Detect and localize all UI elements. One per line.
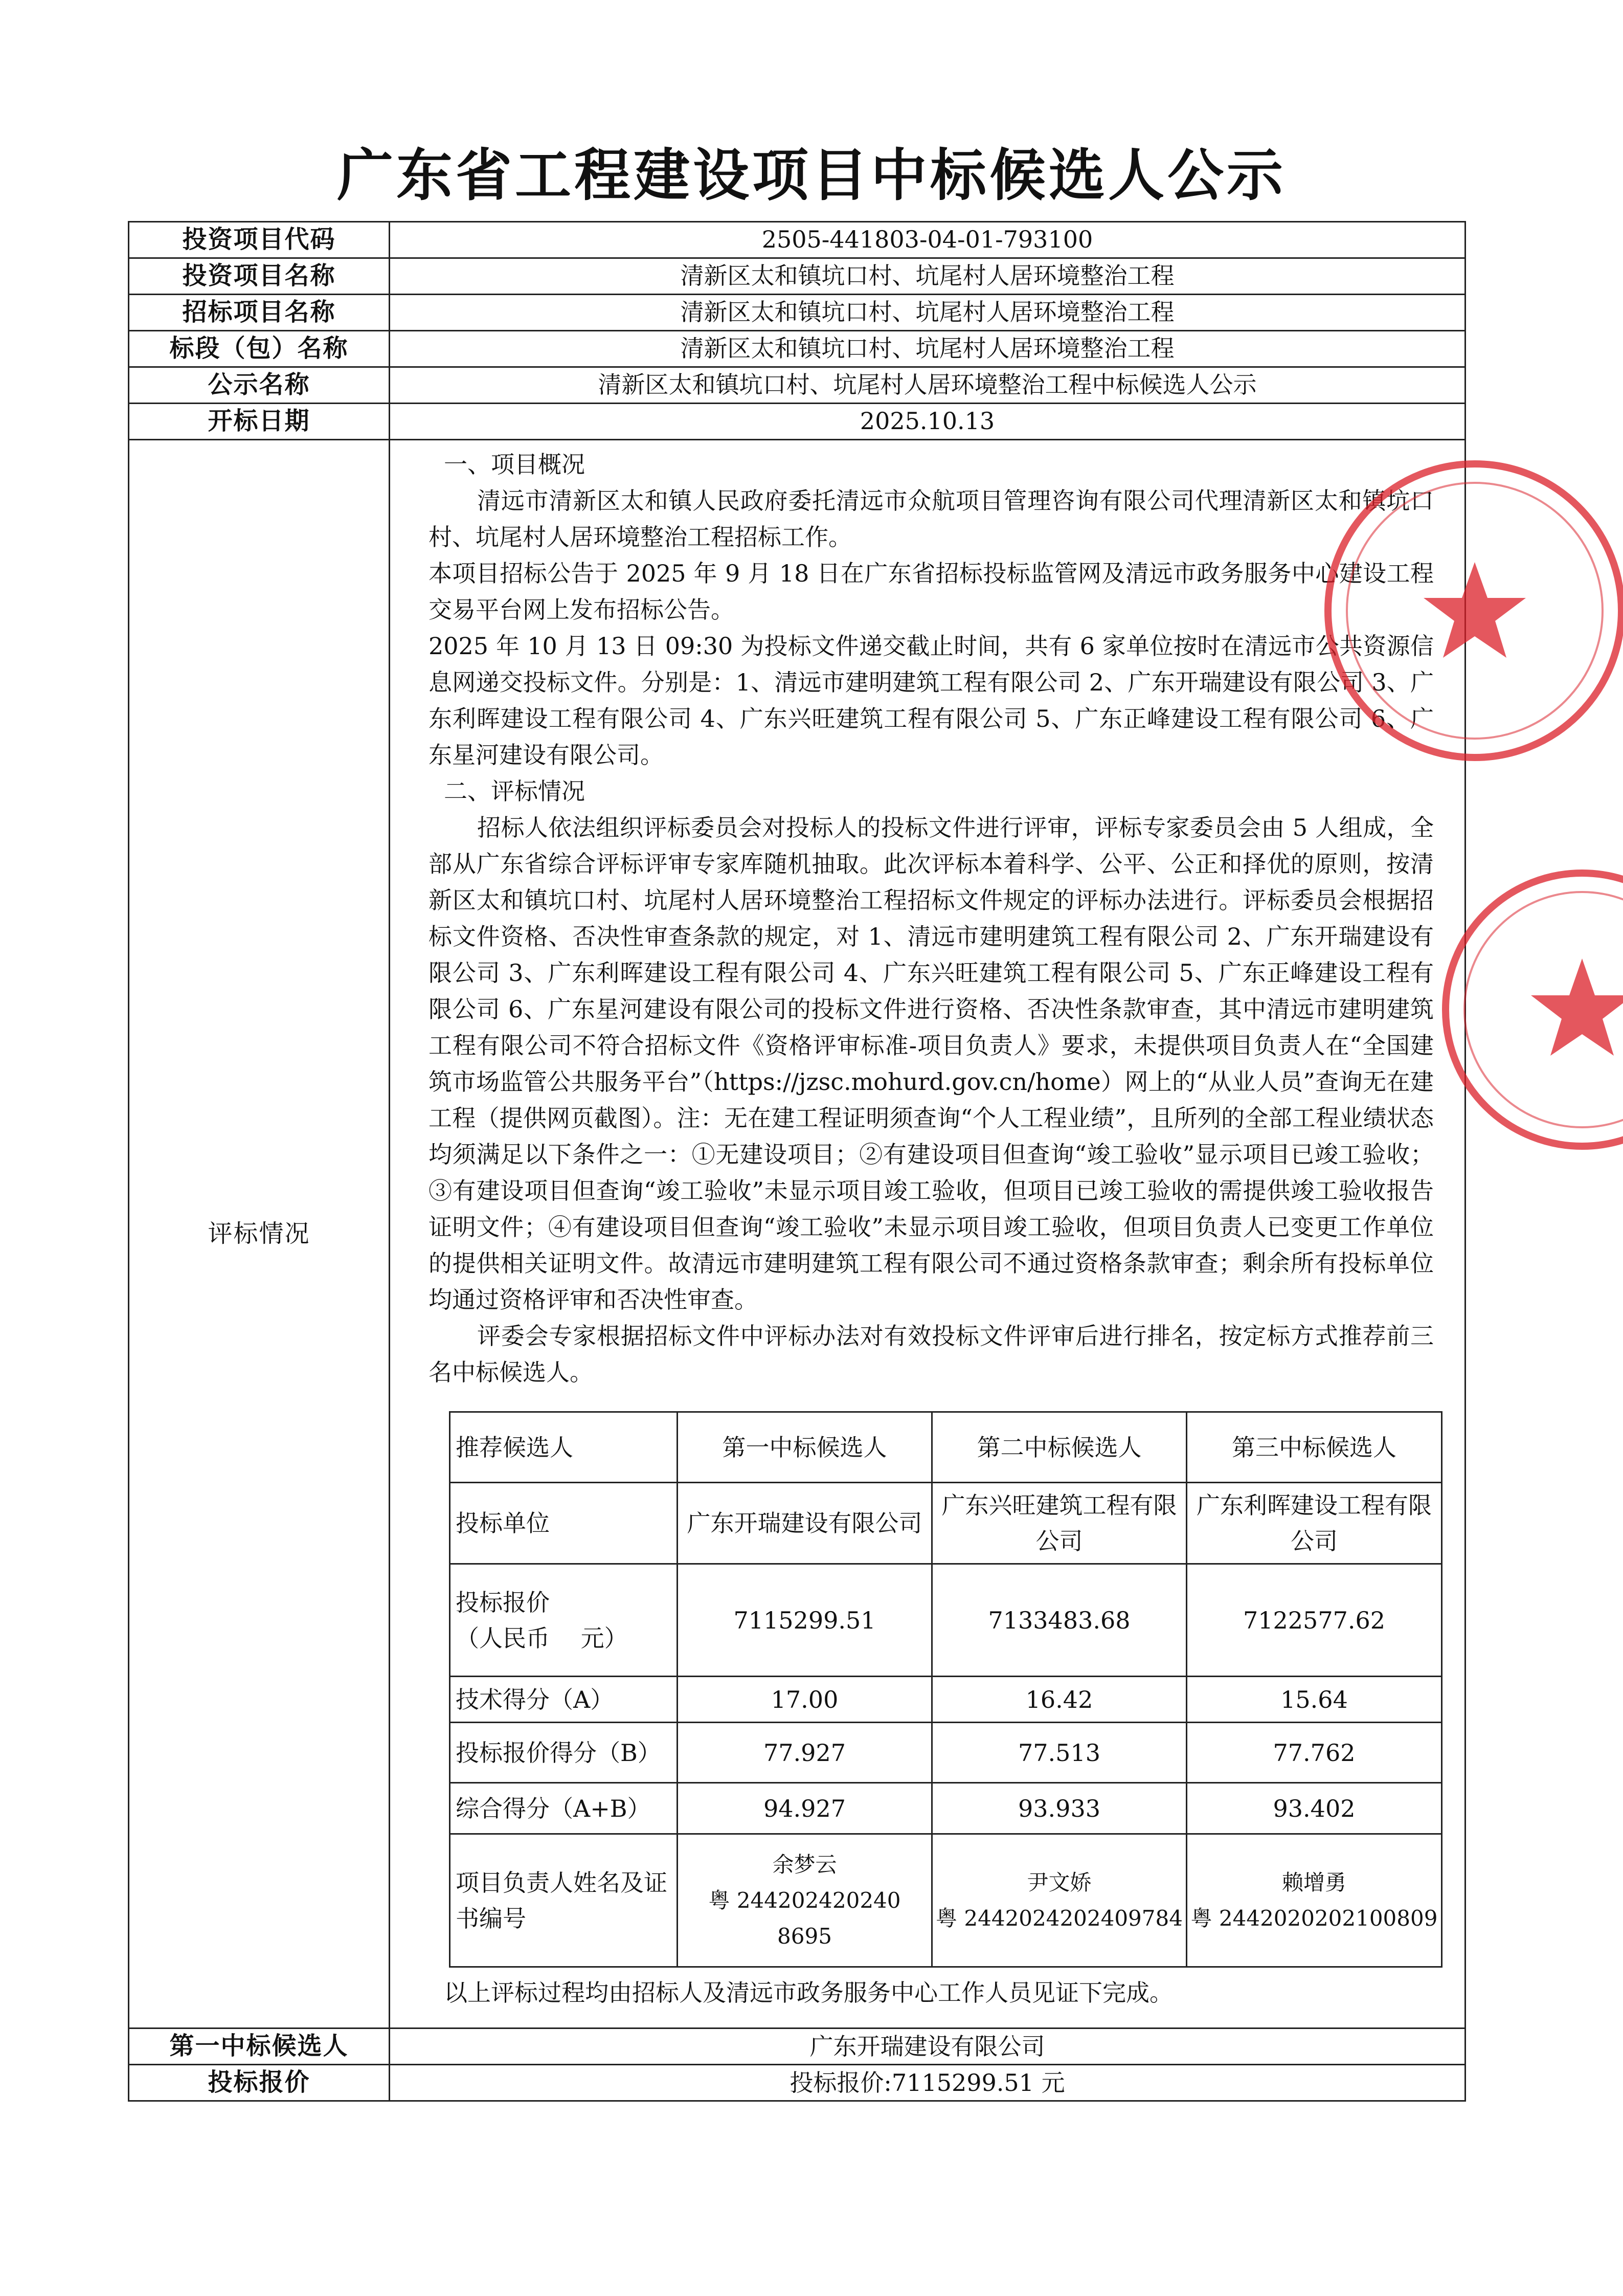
cell: 广东利晖建设工程有限公司 (1187, 1483, 1442, 1564)
info-label: 投资项目名称 (129, 258, 390, 295)
info-label: 开标日期 (129, 404, 390, 440)
info-value: 清新区太和镇坑口村、坑尾村人居环境整治工程 (390, 331, 1466, 367)
paragraph: 2025 年 10 月 13 日 09:30 为投标文件递交截止时间，共有 6 家单位按时在清远市公共资源信息网递交投标文件。分别是：1、清远市建明建筑工程有限公司 2、广东开瑞建设有限公司 3、广东利晖建设工程有限公司 4、广东兴旺建筑工程有限公司 5、广东正峰建设工程有限公司 6、广东星河建设有限公司。 (429, 632, 1434, 769)
cell: 93.933 (932, 1783, 1187, 1834)
winner-label: 第一中标候选人 (129, 2028, 390, 2065)
cell: 7133483.68 (932, 1564, 1187, 1677)
cell: 16.42 (932, 1677, 1187, 1723)
paragraph: 清远市清新区太和镇人民政府委托清远市众航项目管理咨询有限公司代理清新区太和镇坑口村、坑尾村人居环境整治工程招标工作。 (429, 487, 1434, 551)
info-row-project-code (129, 222, 1466, 258)
table-row (450, 1783, 1442, 1834)
cell: 广东开瑞建设有限公司 (678, 1483, 932, 1564)
info-row-notice-name (129, 367, 1466, 404)
info-value: 清新区太和镇坑口村、坑尾村人居环境整治工程中标候选人公示 (390, 367, 1466, 404)
cell: 7122577.62 (1187, 1564, 1442, 1677)
info-value: 清新区太和镇坑口村、坑尾村人居环境整治工程 (390, 258, 1466, 295)
row-label: 技术得分（A） (450, 1677, 678, 1723)
info-row-tender-name (129, 295, 1466, 331)
price-label: 投标报价 (129, 2065, 390, 2101)
paragraph: 招标人依法组织评标委员会对投标人的投标文件进行评审，评标专家委员会由 5 人组成，全部从广东省综合评标评审专家库随机抽取。此次评标本着科学、公平、公正和择优的原则，按清新区太和镇坑口村、坑尾村人居环境整治工程招标文件规定的评标办法进行。评标委员会根据招标文件资格、否决性审查条款的规定，对 1、清远市建明建筑工程有限公司 2、广东开瑞建设有限公司 3、广东利晖建设工程有限公司 4、广东兴旺建筑工程有限公司 5、广东正峰建设工程有限公司 6、广东星河建设有限公司的投标文件进行资格、否决性条款审查，其中清远市建明建筑工程有限公司不符合招标文件《资格评审标准-项目负责人》要求，未提供项目负责人在“全国建筑市场监管公共服务平台”（https://jzsc.mohurd.gov.cn/home）网上的“从业人员”查询无在建工程（提供网页截图）。注：无在建工程证明须查询“个人工程业绩”，且所列的全部工程业绩状态均须满足以下条件之一：①无建设项目；②有建设项目但查询“竣工验收”显示项目已竣工验收；③有建设项目但查询“竣工验收”未显示项目竣工验收，但项目已竣工验收的需提供竣工验收报告证明文件；④有建设项目但查询“竣工验收”未显示项目竣工验收，但项目负责人已变更工作单位的提供相关证明文件。故清远市建明建筑工程有限公司不通过资格条款审查；剩余所有投标单位均通过资格评审和否决性审查。 (429, 814, 1434, 1313)
cell: 94.927 (678, 1783, 932, 1834)
row-label: 综合得分（A+B） (450, 1783, 678, 1834)
winner-value: 广东开瑞建设有限公司 (390, 2028, 1466, 2065)
info-label: 标段（包）名称 (129, 331, 390, 367)
table-header-row (450, 1412, 1442, 1483)
info-row-opening-date (129, 404, 1466, 440)
table-row (450, 1483, 1442, 1564)
info-value: 2505-441803-04-01-793100 (390, 222, 1466, 258)
info-value: 清新区太和镇坑口村、坑尾村人居环境整治工程 (390, 295, 1466, 331)
cell: 7115299.51 (678, 1564, 932, 1677)
cell: 77.927 (678, 1723, 932, 1783)
info-label: 公示名称 (129, 367, 390, 404)
agency-seal (1324, 460, 1623, 761)
info-row-section-name (129, 331, 1466, 367)
evaluation-text (429, 447, 1434, 1391)
tenderer-seal (1442, 870, 1623, 1150)
header-cell: 推荐候选人 (450, 1412, 678, 1483)
header-cell: 第三中标候选人 (1187, 1412, 1442, 1483)
info-label: 招标项目名称 (129, 295, 390, 331)
evaluation-row (129, 440, 1466, 2028)
cell: 93.402 (1187, 1783, 1442, 1834)
section-heading: 一、项目概况 (444, 451, 585, 478)
section-heading: 二、评标情况 (444, 777, 585, 805)
cell: 77.513 (932, 1723, 1187, 1783)
info-row-project-name (129, 258, 1466, 295)
cell: 赖增勇 粤 2442020202100809 (1187, 1834, 1442, 1967)
row-label: 投标单位 (450, 1483, 678, 1564)
table-row (450, 1723, 1442, 1783)
row-label: 项目负责人姓名及证书编号 (450, 1834, 678, 1967)
table-row (450, 1677, 1442, 1723)
cell: 77.762 (1187, 1723, 1442, 1783)
header-cell: 第一中标候选人 (678, 1412, 932, 1483)
evaluation-label: 评标情况 (129, 440, 390, 2028)
notice-table (128, 221, 1466, 2102)
table-row (450, 1834, 1442, 1967)
info-value: 2025.10.13 (390, 404, 1466, 440)
cell: 广东兴旺建筑工程有限公司 (932, 1483, 1187, 1564)
seal-star-icon (1332, 467, 1618, 754)
seal-star-icon (1449, 877, 1623, 1143)
header-cell: 第二中标候选人 (932, 1412, 1187, 1483)
price-row (129, 2065, 1466, 2101)
paragraph: 评委会专家根据招标文件中评标办法对有效投标文件评审后进行排名，按定标方式推荐前三名中标候选人。 (429, 1322, 1434, 1386)
cell: 15.64 (1187, 1677, 1442, 1723)
price-value: 投标报价:7115299.51 元 (390, 2065, 1466, 2101)
evaluation-details (390, 440, 1466, 2028)
candidates-table (449, 1411, 1442, 1968)
page-title: 广东省工程建设项目中标候选人公示 (337, 143, 1286, 208)
cell: 17.00 (678, 1677, 932, 1723)
winner-row (129, 2028, 1466, 2065)
cell: 余梦云 粤 244202420240 8695 (678, 1834, 932, 1967)
info-label: 投资项目代码 (129, 222, 390, 258)
paragraph: 本项目招标公告于 2025 年 9 月 18 日在广东省招标投标监管网及清远市政务服务中心建设工程交易平台网上发布招标公告。 (429, 560, 1434, 623)
table-row (450, 1564, 1442, 1677)
row-label: 投标报价得分（B） (450, 1723, 678, 1783)
cell: 尹文娇 粤 2442024202409784 (932, 1834, 1187, 1967)
row-label: 投标报价 （人民币 元） (450, 1564, 678, 1677)
closing-statement: 以上评标过程均由招标人及清远市政务服务中心工作人员见证下完成。 (444, 1979, 1173, 2007)
